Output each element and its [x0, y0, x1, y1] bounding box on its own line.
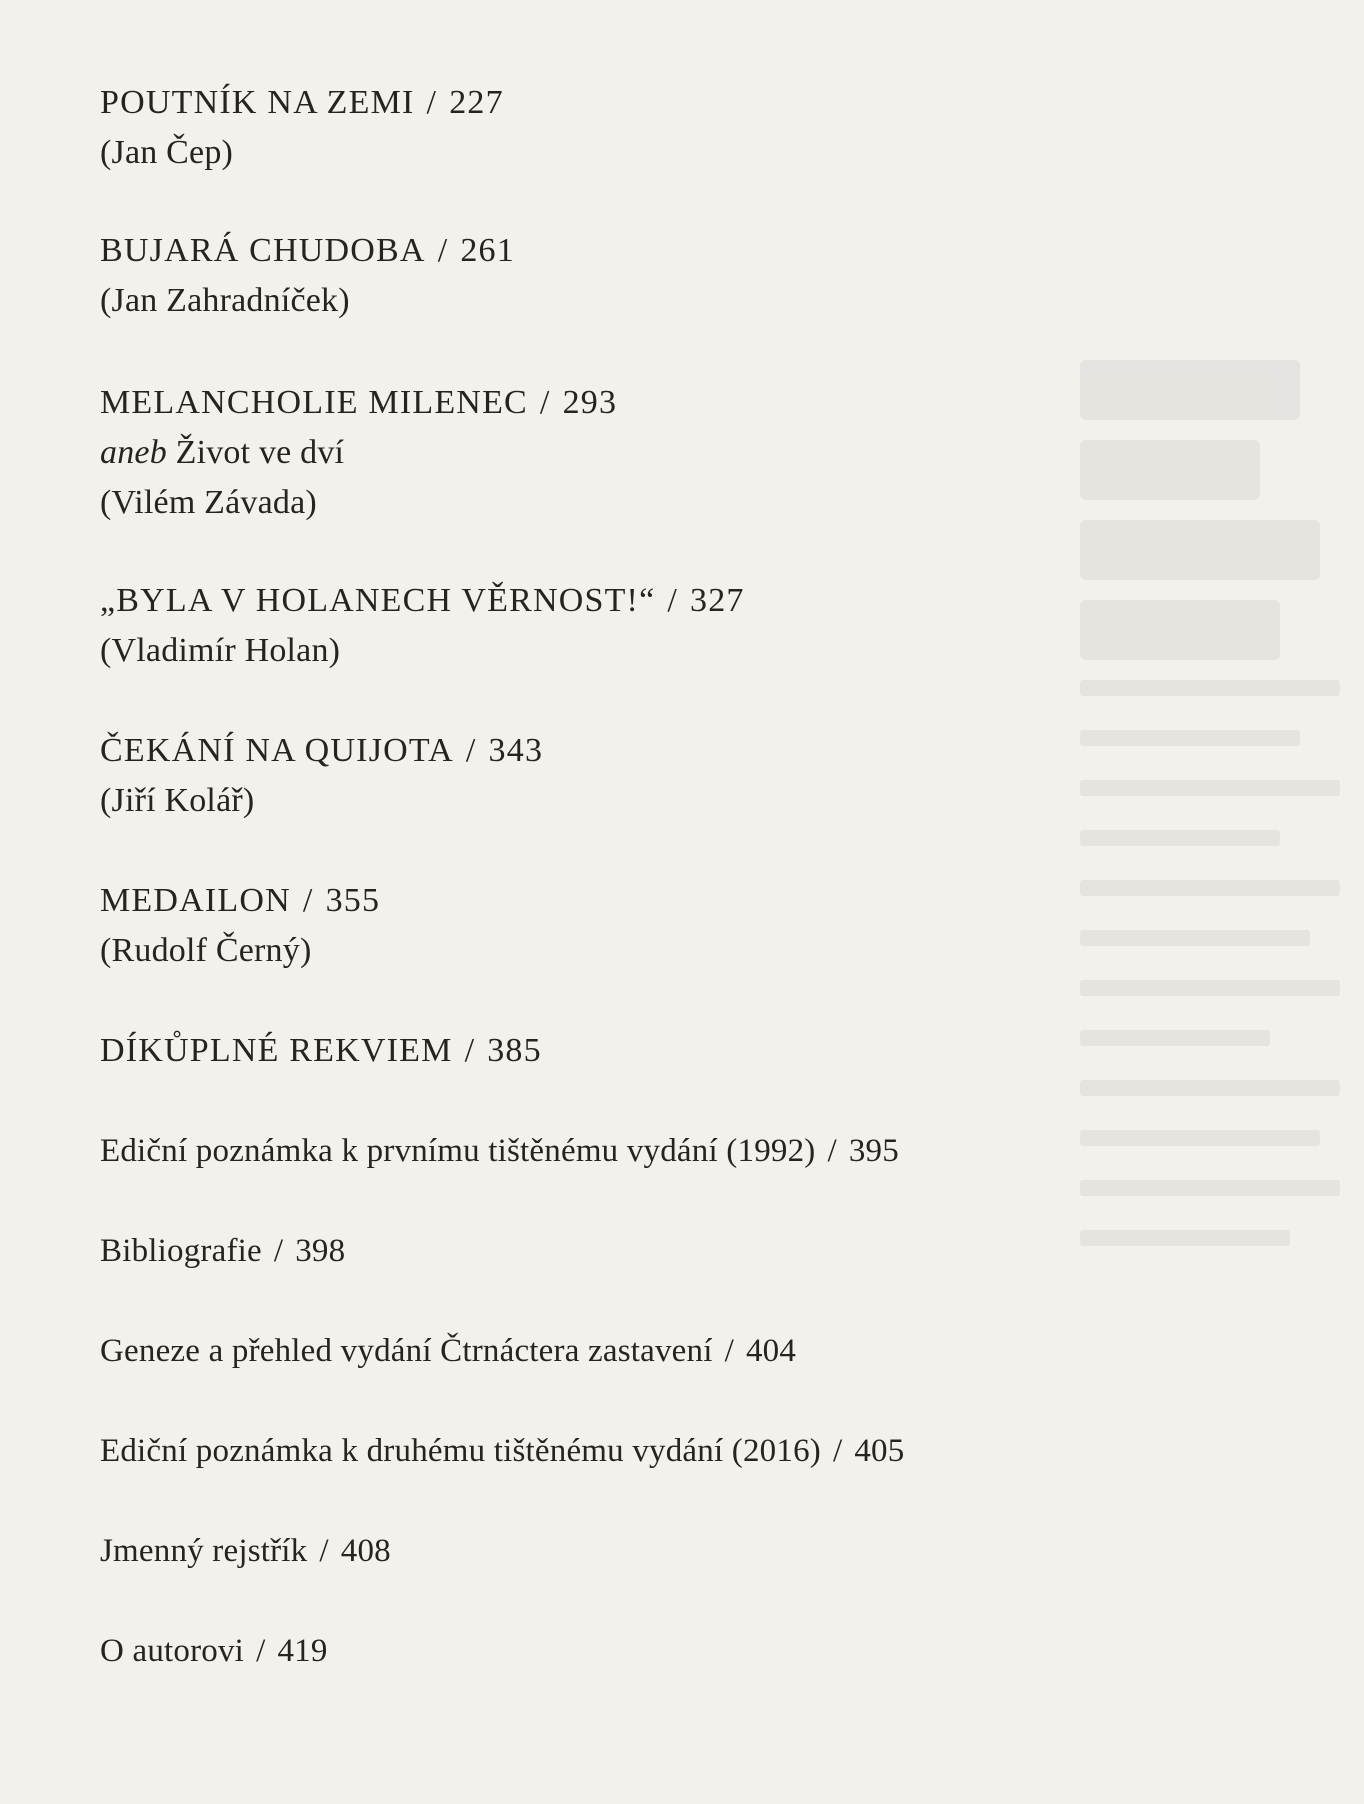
toc-entry-melancholie-milenec — [100, 378, 1260, 528]
toc-entry-byla-v-holanech — [100, 576, 1260, 676]
entry-page-number: 261 — [460, 232, 515, 269]
page-separator: / — [827, 1133, 837, 1169]
entry-page-number: 405 — [854, 1433, 905, 1469]
entry-title: Bibliografie — [100, 1233, 262, 1269]
page-separator: / — [667, 582, 679, 619]
entry-author: (Jan Čep) — [100, 134, 234, 171]
page-separator: / — [319, 1533, 329, 1569]
page-separator: / — [464, 1032, 476, 1069]
toc-entry-title-line — [100, 1126, 1260, 1176]
entry-author: (Vilém Závada) — [100, 484, 317, 521]
entry-subtitle-rest: Život ve dví — [166, 434, 345, 471]
page-separator: / — [832, 1433, 843, 1469]
toc-entry-title-line — [100, 1026, 1260, 1076]
toc-entry-title-line — [100, 226, 1260, 276]
entry-author: (Jan Zahradníček) — [100, 282, 350, 319]
entry-author: (Vladimír Holan) — [100, 632, 341, 669]
toc-appendix-jmenny-rejstrik — [100, 1526, 1260, 1576]
entry-title: O autorovi — [100, 1633, 245, 1669]
entry-author: (Rudolf Černý) — [100, 932, 312, 969]
entry-title: DÍKŮPLNÉ REKVIEM — [100, 1032, 453, 1069]
page-separator: / — [426, 84, 438, 121]
entry-title: ČEKÁNÍ NA QUIJOTA — [100, 732, 454, 769]
toc-entry-title-line — [100, 576, 1260, 626]
entry-page-number: 398 — [295, 1233, 346, 1269]
entry-page-number: 404 — [745, 1333, 797, 1369]
page-separator: / — [302, 882, 314, 919]
toc-entry-title-line — [100, 78, 1260, 128]
toc-entry-title-line — [100, 1226, 1260, 1276]
toc-entry-title-line — [100, 1426, 1260, 1476]
entry-title: MELANCHOLIE MILENEC — [100, 384, 528, 421]
entry-page-number: 355 — [325, 882, 381, 919]
toc-entry-title-line — [100, 378, 1260, 428]
page-separator: / — [256, 1633, 266, 1669]
page-separator: / — [437, 232, 449, 269]
entry-subtitle — [100, 428, 1260, 478]
entry-page-number: 419 — [277, 1633, 328, 1669]
page-separator: / — [273, 1233, 284, 1269]
toc-entry-title-line — [100, 726, 1260, 776]
entry-title: „BYLA V HOLANECH VĚRNOST!“ — [100, 582, 656, 619]
toc-entry-dikuplne-rekviem — [100, 1026, 1260, 1076]
toc-appendix-edicni-poznamka-2016 — [100, 1426, 1260, 1476]
entry-subtitle-italic: aneb — [100, 434, 167, 471]
page-separator: / — [465, 732, 477, 769]
entry-page-number: 227 — [449, 84, 504, 121]
toc-entry-medailon — [100, 876, 1260, 976]
entry-author: (Jiří Kolář) — [100, 782, 255, 819]
entry-title: Ediční poznámka k prvnímu tištěnému vydání (1992) — [100, 1133, 816, 1169]
toc-entry-title-line — [100, 876, 1260, 926]
toc-appendix-edicni-poznamka-1992 — [100, 1126, 1260, 1176]
toc-entry-title-line — [100, 1526, 1260, 1576]
toc-appendix-bibliografie — [100, 1226, 1260, 1276]
entry-page-number: 327 — [690, 582, 745, 619]
entry-title: Geneze a přehled vydání Čtrnáctera zastavení — [100, 1333, 713, 1369]
toc-entry-bujara-chudoba — [100, 226, 1260, 326]
toc-appendix-o-autorovi — [100, 1626, 1260, 1676]
entry-page-number: 395 — [848, 1133, 899, 1169]
toc-entry-cekani-na-quijota — [100, 726, 1260, 826]
entry-page-number: 293 — [562, 384, 618, 421]
entry-title: Jmenný rejstřík — [100, 1533, 308, 1569]
toc-entry-poutnik — [100, 78, 1260, 178]
page-separator: / — [539, 384, 551, 421]
entry-title: Ediční poznámka k druhému tištěnému vydání (2016) — [100, 1433, 821, 1469]
entry-title: BUJARÁ CHUDOBA — [100, 232, 426, 269]
toc-appendix-geneze — [100, 1326, 1260, 1376]
toc-entry-title-line — [100, 1326, 1260, 1376]
entry-page-number: 385 — [487, 1032, 542, 1069]
entry-page-number: 343 — [488, 732, 544, 769]
entry-title: MEDAILON — [100, 882, 291, 919]
toc-entry-title-line — [100, 1626, 1260, 1676]
page-separator: / — [724, 1333, 734, 1369]
entry-page-number: 408 — [340, 1533, 391, 1569]
entry-title: POUTNÍK NA ZEMI — [100, 84, 415, 121]
